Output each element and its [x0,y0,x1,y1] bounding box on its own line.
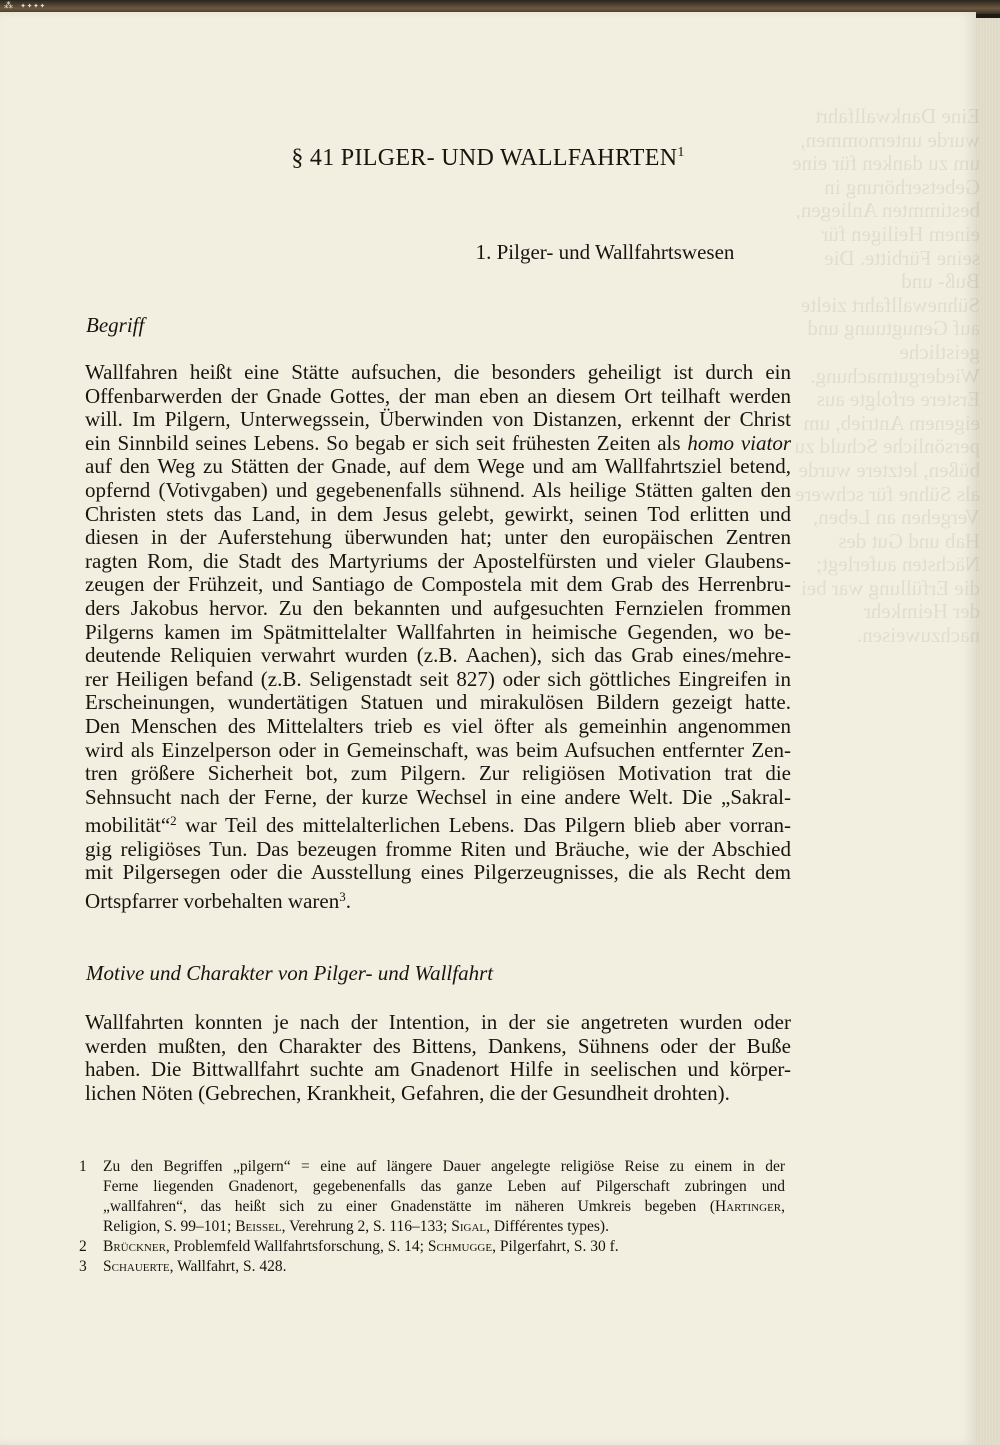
section-subtitle: 1. Pilger- und Wallfahrtswesen [475,240,735,264]
footnote-line [103,1257,785,1277]
binding-marks: ⁂ ✦✦✦✦ [4,1,47,11]
paragraph-line-text: ein Sinnbild seines Lebens. So begab er sich seit frühesten Zeiten als [85,430,681,455]
paragraph-line: tren größere Sicherheit bot, zum Pilgern. Zur religiösen Motivation trat die [85,761,791,786]
paragraph-begriff [85,361,791,914]
footnote-line: Ferne liegenden Gnadenort, gegebenenfalls das ganze Leben auf Pilgerschaft zubringen und [103,1178,785,1195]
paragraph-line: Sehnsucht nach der Ferne, der kurze Wechsel in eine andere Welt. Die „Sakral- [85,784,791,809]
paragraph-line: Wallfahren heißt eine Stätte aufsuchen, die besonders geheiligt ist durch ein [85,360,791,384]
footnote-text: , Problemfeld Wallfahrtsforschung, S. 14; [165,1238,428,1255]
paragraph-line: gig religiöses Tun. Das bezeugen fromme Riten und Bräuche, wie der Abschied [85,836,791,861]
paragraph-end-punct: . [345,889,351,914]
paragraph-line: Christen stets das Land, in dem Jesus gelebt, gewirkt, seinen Tod erlitten und [85,501,791,526]
footnote-line [103,1237,785,1257]
paragraph-line: lichen Nöten (Gebrechen, Krankheit, Gefahren, die der Gesundheit drohten). [85,1080,730,1105]
footnote-text: , [781,1198,785,1215]
section-label-begriff: Begriff [86,313,145,337]
footnote-text: , Différentes types). [486,1218,609,1235]
paragraph-line: Offenbarwerden der Gnade Gottes, der man eben an diesem Ort teilhaft werden [85,383,791,408]
author-name: Brückner [103,1238,166,1255]
footnote-text: , Verehrung 2, S. 116–133; [281,1218,452,1235]
footnote-ref-3[interactable]: 3 [339,889,346,905]
section-label-motive: Motive und Charakter von Pilger- und Wallfahrt [86,961,494,985]
footnote-1 [79,1157,785,1237]
footnote-number: 1 [79,1158,87,1175]
paragraph-line: diesen in der Auferstehung überwunden hat; unter den europäischen Zentren [85,525,791,550]
author-name: Hartinger [714,1198,782,1215]
footnote-number: 3 [79,1258,87,1275]
paragraph-line: zeugen der Frühzeit, und Santiago de Compostela mit dem Grab des Herrenbru- [85,572,791,597]
paragraph-line-text: Ortspfarrer vorbehalten waren [85,889,340,914]
paragraph-line: auf den Weg zu Stätten der Gnade, auf dem Wege und am Wallfahrtsziel betend, [85,454,791,479]
footnote-text: , Wallfahrt, S. 428. [169,1258,287,1275]
footnote-text: Religion, S. 99–101; [103,1218,236,1235]
paragraph-line [85,885,791,914]
author-name: Schauerte [103,1258,170,1275]
footnote-number: 2 [79,1238,87,1255]
paragraph-line: Erscheinungen, wundertätigen Statuen und mirakulösen Bildern gezeigt hatte. [85,690,791,715]
footnote-line [103,1197,785,1217]
author-name: Sigal [451,1218,487,1235]
paragraph-line-text: war Teil des mittelalterlichen Lebens. Das Pilgern blieb aber vorran- [185,813,791,838]
paragraph-line [85,809,791,838]
paragraph-line: haben. Die Bittwallfahrt suchte am Gnadenort Hilfe in seelischen und körper- [85,1057,791,1082]
chapter-title-text: § 41 PILGER- UND WALLFAHRTEN [291,145,678,171]
paragraph-line: opfernd (Votivgaben) und gegebenenfalls sühnend. Als heilige Stätten galten den [85,477,791,502]
author-name: Beissel [235,1218,282,1235]
paragraph-line: ders Jakobus hervor. Zu den bekannten und aufgesuchten Fernzielen frommen [85,595,791,620]
paragraph-line: mit Pilgersegen oder die Ausstellung eines Pilgerzeugnisses, die als Recht dem [85,860,791,885]
paragraph-motive [85,1011,791,1105]
italic-term: homo viator [687,430,792,455]
paragraph-line [85,432,791,456]
footnotes [79,1157,785,1277]
paragraph-line: Wallfahrten konnten je nach der Intention, in der sie angetreten wurden oder [85,1010,791,1034]
footnote-text: , Pilgerfahrt, S. 30 f. [492,1238,619,1255]
footnote-ref-2[interactable]: 2 [170,813,177,829]
footnote-text: „wallfahren“, das heißt sich zu einer Gnadenstätte im näheren Umkreis begeben ( [103,1198,715,1215]
paragraph-line: werden mußten, den Charakter des Bittens, Dankens, Sühnens oder der Buße [85,1033,791,1058]
footnote-2 [79,1237,785,1257]
footnote-ref-1[interactable]: 1 [677,145,685,160]
paragraph-line: rer Heiligen befand (z.B. Seligenstadt seit 827) oder sich göttliches Eingreifen in [85,666,791,691]
paragraph-line: ragten Rom, die Stadt des Martyriums der Apostelfürsten und vieler Glaubens- [85,548,791,573]
paragraph-line-text: mobilität“ [85,813,171,838]
author-name: Schmugge [427,1238,493,1255]
footnote-3 [79,1257,785,1277]
bleed-through-texture: Eine Dankwallfahrt wurde unternommen, um zu danken für eine Gebetserhörung in bestimmten Anliegen, einem Heiligen für seine Fürbitte. Die Buß- und Sühnewallfahrt zielte auf Genugtuung und geistliche Wiedergutmachung. Erstere erfolgte aus eigenem Antrieb, um persönliche Schuld zu büßen, letztere wurde als Sühne für schwere Vergehen an Leben, Hab und Gut des Nächsten auferlegt; die Erfüllung war bei der Heimkehr nachzuweisen. [792,105,980,648]
footnote-line: Zu den Begriffen „pilgern“ = eine auf längere Dauer angelegte religiöse Reise zu einem in der [103,1158,785,1175]
paragraph-line: deutende Reliquien verwahrt wurden (z.B. Aachen), sich das Grab eines/mehre- [85,643,791,668]
paragraph-line: wird als Einzelperson oder in Gemeinschaft, was beim Aufsuchen entfernter Zen- [85,737,791,762]
paragraph-line: Pilgerns kamen im Spätmittelalter Wallfahrten in heimische Gegenden, wo be- [85,619,791,644]
paragraph-line: will. Im Pilgern, Unterwegssein, Überwinden von Distanzen, erkennt der Christ [85,407,791,432]
paragraph-line: Den Menschen des Mittelalters trieb es viel öfter als gemeinhin angenommen [85,713,791,738]
footnote-line [103,1217,785,1237]
chapter-title [0,145,976,172]
